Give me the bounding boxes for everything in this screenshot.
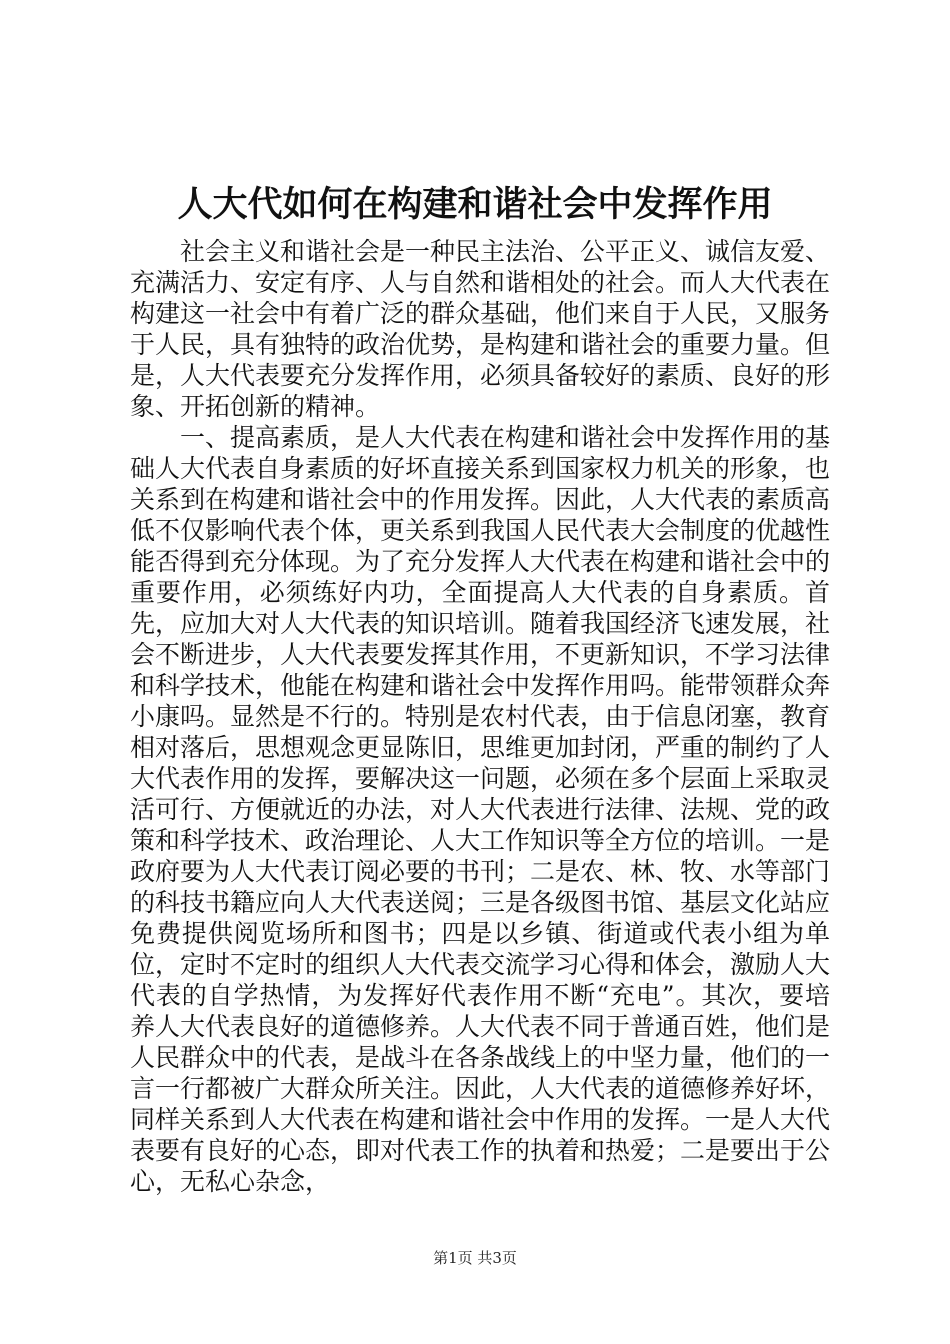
document-body: [130, 236, 830, 1197]
document-title: 人大代如何在构建和谐社会中发挥作用: [177, 184, 773, 225]
paragraph-intro: 社会主义和谐社会是一种民主法治、公平正义、诚信友爱、充满活力、安定有序、人与自然和谐相处的社会。而人大代表在构建这一社会中有着广泛的群众基础，他们来自于人民，又服务于人民，具有独特的政治优势，是构建和谐社会的重要力量。但是，人大代表要充分发挥作用，必须具备较好的素质、良好的形象、开拓创新的精神。: [130, 237, 831, 421]
page-number-footer: 第1页 共3页: [433, 1249, 517, 1267]
paragraph-section-one: 一、提高素质，是人大代表在构建和谐社会中发挥作用的基础人大代表自身素质的好坏直接关系到国家权力机关的形象，也关系到在构建和谐社会中的作用发挥。因此，人大代表的素质高低不仅影响代表个体，更关系到我国人民代表大会制度的优越性能否得到充分体现。为了充分发挥人大代表在构建和谐社会中的重要作用，必须练好内功，全面提高人大代表的自身素质。首先，应加大对人大代表的知识培训。随着我国经济飞速发展，社会不断进步，人大代表要发挥其作用，不更新知识，不学习法律和科学技术，他能在构建和谐社会中发挥作用吗。能带领群众奔小康吗。显然是不行的。特别是农村代表，由于信息闭塞，教育相对落后，思想观念更显陈旧，思维更加封闭，严重的制约了人大代表作用的发挥，要解决这一问题，必须在多个层面上采取灵活可行、方便就近的办法，对人大代表进行法律、法规、党的政策和科学技术、政治理论、人大工作知识等全方位的培训。一是政府要为人大代表订阅必要的书刊；二是农、林、牧、水等部门的科技书籍应向人大代表送阅；三是各级图书馆、基层文化站应免费提供阅览场所和图书；四是以乡镇、街道或代表小组为单位，定时不定时的组织人大代表交流学习心得和体会，激励人大代表的自学热情，为发挥好代表作用不断“充电”。其次，要培养人大代表良好的道德修养。人大代表不同于普通百姓，他们是人民群众中的代表，是战斗在各条战线上的中坚力量，他们的一言一行都被广大群众所关注。因此，人大代表的道德修养好坏，同样关系到人大代表在构建和谐社会中作用的发挥。一是人大代表要有良好的心态，即对代表工作的执着和热爱；二是要出于公心，无私心杂念，: [130, 423, 831, 1196]
